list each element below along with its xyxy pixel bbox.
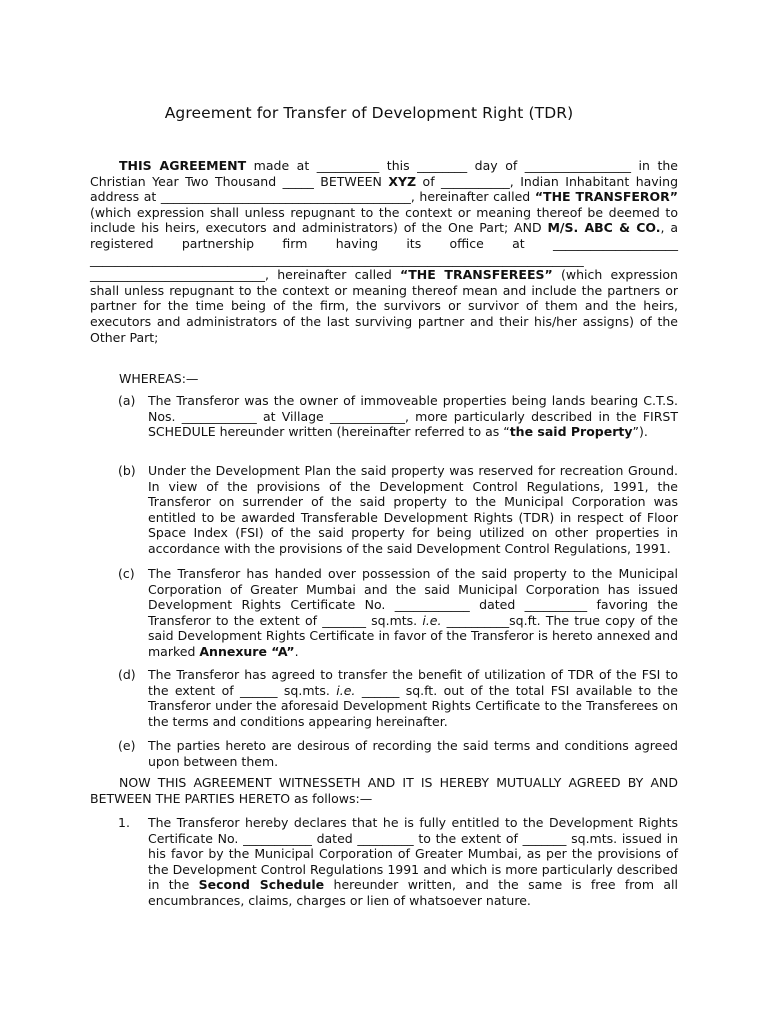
recital-marker: (d) [118,667,136,682]
witnesseth-paragraph: NOW THIS AGREEMENT WITNESSETH AND IT IS HEREBY MUTUALLY AGREED BY AND BETWEEN THE PARTIES HERETO as follows:— [90,775,678,806]
intro-text: (which expression shall unless repugnant to the context or meaning thereof mean and include the partners or partner for the time being of the firm, the survivors or survivor of them and the heirs, executors and administrators of the last surviving partner and their his/her assigns) of the Other Part; [90,267,678,345]
transferee-name: M/S. ABC & CO. [547,220,661,236]
recital-b [90,463,678,557]
transferor-label: “THE TRANSFEROR” [534,189,678,205]
recital-text: The parties hereto are desirous of recording the said terms and conditions agreed upon between them. [148,738,678,769]
intro-text: made at __________ this ________ day of _________________ in the Christian Year Two Thousand _____ BETWEEN [90,158,678,189]
clause-text: The Transferor hereby declares that he is fully entitled to the Development Rights Certificate No. ___________ dated _________ to the extent of _______ sq.mts. issued in his favor by the Municipal Corporation of Greater Mumbai, as per the provisions of the Development Control Regulations 1991 and which is more particularly described in the Second Schedule hereunder written, and the same is free from all encumbrances, claims, charges or lien of whatsoever nature. [148,815,678,908]
intro-text: , a registered partnership firm having its office at ____________________ _______________________________________________________________________________ ____________________________, hereinafter called [90,220,678,283]
recital-marker: (e) [118,738,136,753]
annexure-label: Annexure “A” [199,643,295,659]
ie-abbrev: i.e. [422,612,442,628]
clause-1 [90,815,678,909]
recital-a [90,393,678,440]
recital-e [90,738,678,769]
intro-text: of ___________, Indian Inhabitant having address at ________________________________________, hereinafter called [90,173,679,205]
recital-c [90,566,678,660]
recital-d [90,667,678,729]
recital-text: The Transferor was the owner of immoveable properties being lands bearing C.T.S. Nos. ____________ at Village ____________, more particularly described in the FIRST SCHEDULE hereunder written (hereinafter referred to as “the said Property”). [148,393,678,440]
document-title: Agreement for Transfer of Development Right (TDR) [164,104,574,122]
clause-number: 1. [118,815,130,830]
agreement-lead: THIS AGREEMENT [119,158,247,173]
recital-text: The Transferor has handed over possession of the said property to the Municipal Corporation of Greater Mumbai and the said Municipal Corporation has issued Development Rights Certificate No. ____________ dated __________ favoring the Transferor to the extent of _______ sq.mts. i.e. __________sq.ft. The true copy of the said Development Rights Certificate in favor of the Transferor is hereto annexed and marked Annexure “A”. [148,566,678,659]
said-property-term: the said Property [509,424,633,440]
intro-paragraph [90,158,678,345]
recital-marker: (c) [118,566,135,581]
whereas-heading: WHEREAS:— [119,371,199,386]
second-schedule-term: Second Schedule [198,877,325,893]
intro-text: (which expression shall unless repugnant to the context or meaning thereof be deemed to include his heirs, executors and administrators) of the One Part; AND [90,204,678,236]
transferor-name: XYZ [388,173,417,189]
recital-text: Under the Development Plan the said property was reserved for recreation Ground. In view of the provisions of the Development Control Regulations, 1991, the Transferor on surrender of the said property to the Municipal Corporation was entitled to be awarded Transferable Development Rights (TDR) in respect of Floor Space Index (FSI) of the said property for being utilized on other properties in accordance with the provisions of the said Development Control Regulations, 1991. [148,463,678,556]
transferees-label: “THE TRANSFEREES” [400,267,553,283]
ie-abbrev: i.e. [336,682,356,698]
recital-text: The Transferor has agreed to transfer the benefit of utilization of TDR of the FSI to the extent of ______ sq.mts. i.e. ______ sq.ft. out of the total FSI available to the Transferor under the aforesaid Development Rights Certificate to the Transferees on the terms and conditions appearing hereinafter. [148,667,678,729]
recital-marker: (a) [118,393,136,408]
recital-marker: (b) [118,463,136,478]
